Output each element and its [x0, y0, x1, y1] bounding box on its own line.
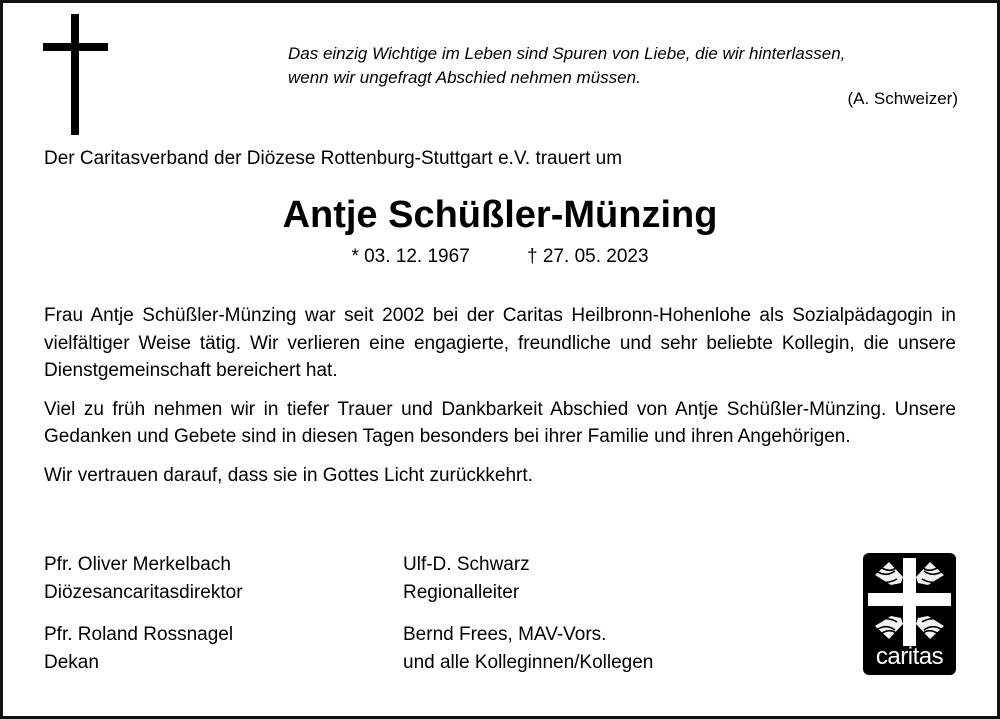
- signature-role: und alle Kolleginnen/Kollegen: [403, 651, 654, 673]
- signature-name: Bernd Frees, MAV-Vors.: [403, 624, 607, 645]
- quote: [288, 42, 958, 90]
- signature: [44, 551, 243, 606]
- caritas-logo-text: caritas: [875, 643, 944, 670]
- signature-name: Ulf-D. Schwarz: [403, 554, 530, 575]
- body-text: [44, 302, 956, 500]
- paragraph: Wir vertrauen darauf, dass sie in Gottes Licht zurückkehrt.: [44, 464, 533, 486]
- caritas-logo: [863, 553, 956, 675]
- quote-line: wenn wir ungefragt Abschied nehmen müssen.: [288, 68, 641, 87]
- signature-name: Pfr. Oliver Merkelbach: [44, 554, 231, 575]
- signature: [403, 551, 530, 606]
- deceased-name: Antje Schüßler-Münzing: [282, 194, 718, 236]
- signature: [44, 621, 233, 676]
- death-date: † 27. 05. 2023: [527, 246, 649, 267]
- quote-line: Das einzig Wichtige im Leben sind Spuren von Liebe, die wir hinterlassen,: [288, 44, 846, 63]
- quote-author: (A. Schweizer): [847, 89, 958, 108]
- signature-name: Pfr. Roland Rossnagel: [44, 624, 234, 645]
- signature-role: Dekan: [44, 651, 99, 673]
- signature-role: Diözesancaritasdirektor: [44, 581, 243, 603]
- paragraph: Viel zu früh nehmen wir in tiefer Trauer und Dankbarkeit Abschied von Antje Schüßler-Münzing. Unsere Gedanken und Gebete sind in diesen Tagen besonders bei ihrer Familie und ihren Angehörigen.: [44, 398, 956, 447]
- caritas-cross-icon: [863, 553, 956, 648]
- signature-role: Regionalleiter: [403, 581, 520, 603]
- intro-text: Der Caritasverband der Diözese Rottenburg-Stuttgart e.V. trauert um: [44, 148, 623, 169]
- dates: [0, 246, 1000, 268]
- birth-date: * 03. 12. 1967: [351, 246, 470, 267]
- signature: [403, 621, 653, 676]
- paragraph: Frau Antje Schüßler-Münzing war seit 2002 bei der Caritas Heilbronn-Hohenlohe als Sozialpädagogin in vielfältiger Weise tätig. Wir verlieren eine engagierte, freundliche und sehr beliebte Kollegin, die unsere Dienstgemeinschaft bereichert hat.: [44, 305, 956, 381]
